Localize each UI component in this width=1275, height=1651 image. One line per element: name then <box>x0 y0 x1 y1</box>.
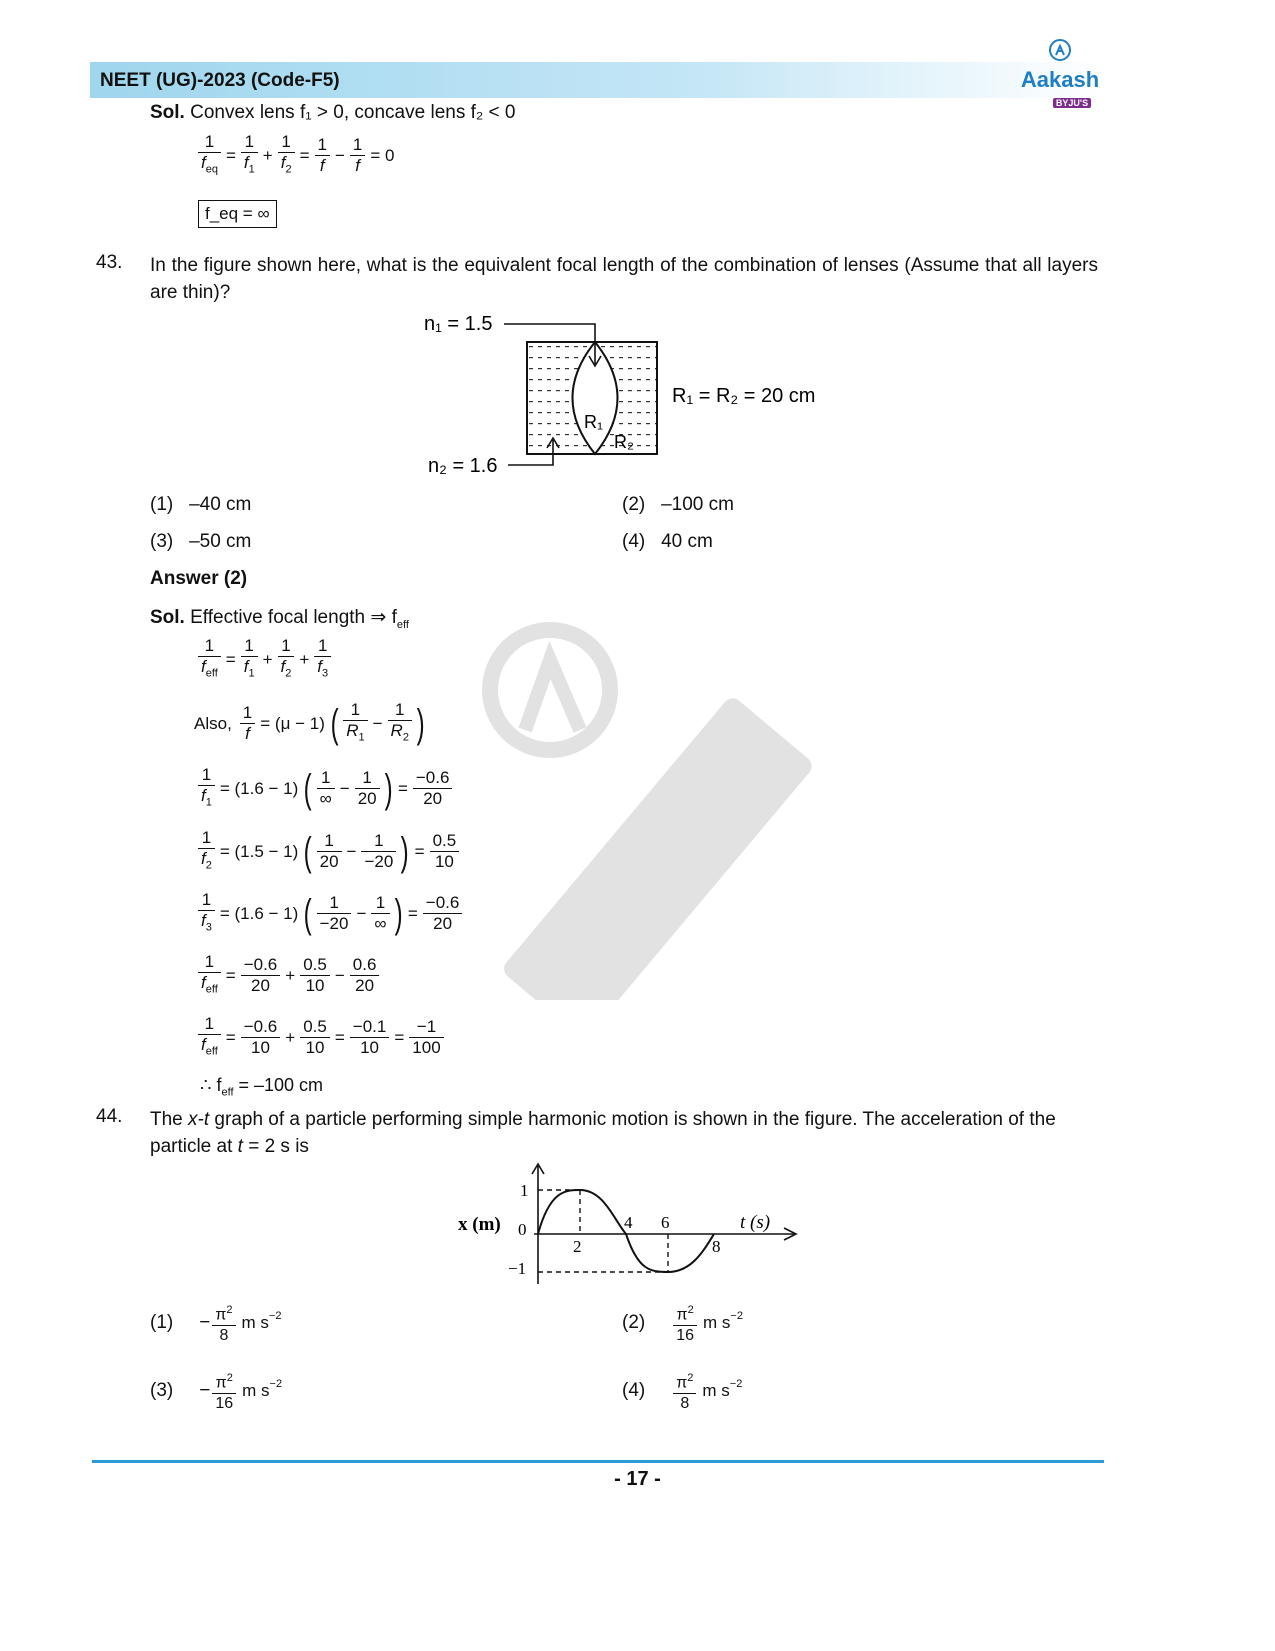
n1-label: n₁ = 1.5 <box>424 313 493 335</box>
sol-label: Sol. <box>150 102 185 123</box>
graph-ylabel: x (m) <box>458 1214 501 1235</box>
q43-option-1[interactable]: (1) –40 cm <box>150 494 252 515</box>
q43-option-2[interactable]: (2) –100 cm <box>622 494 734 515</box>
sol-42-equation: $\frac{1}{f_{eq}}$ = $\frac{1}{f_1}$ + $\frac{1}{f_2}$ = $\frac{1}{f}$ − $\frac{1}{f}$ = 0 <box>196 132 398 179</box>
r1-label: R₁ <box>584 412 604 432</box>
r2-label: R₂ <box>614 432 634 452</box>
footer-divider <box>92 1460 1104 1463</box>
q43-option-3[interactable]: (3) –50 cm <box>150 531 252 552</box>
logo-sub: BYJU'S <box>1053 98 1091 108</box>
shm-xt-graph <box>450 1160 810 1290</box>
x-tick-4: 4 <box>624 1213 633 1232</box>
graph-xlabel: t (s) <box>740 1212 771 1233</box>
n2-label: n₂ = 1.6 <box>428 455 498 477</box>
q43-text: In the figure shown here, what is the equivalent focal length of the combination of lenses (Assume that all layers are thin)? <box>150 255 1098 303</box>
q43-option-4[interactable]: (4) 40 cm <box>622 531 713 552</box>
page-header-title: NEET (UG)-2023 (Code-F5) <box>100 70 340 91</box>
q43-conclusion: ∴ $f_{eff} = -100$ cm <box>200 1075 324 1099</box>
q44-option-3[interactable]: (3) − $\frac{\pi^2}{16}$ m s $^{-2}$ <box>150 1368 282 1414</box>
sol-42-result-box: f_eq = ∞ <box>198 200 277 228</box>
x-tick-6: 6 <box>661 1213 670 1232</box>
eq-feff-2: $\frac{1}{f_{eff}}$ = $\frac{-0.6}{10}$ + $\frac{0.5}{10}$ = $\frac{-0.1}{10}$ = $\frac{-1}{100}$ <box>196 1014 446 1061</box>
lens-combination-figure <box>420 308 840 480</box>
logo-emblem-icon <box>1048 38 1072 62</box>
q44-option-1[interactable]: (1) − $\frac{\pi^2}{8}$ m s $^{-2}$ <box>150 1300 281 1346</box>
aakash-watermark <box>440 620 860 1000</box>
q44-option-2[interactable]: (2) $\frac{\pi^2}{16}$ m s $^{-2}$ <box>622 1300 743 1346</box>
eq-f2: $\frac{1}{f_2}$ = (1.5 − 1) ( $\frac{1}{20}$ − $\frac{1}{-20}$ ) = $\frac{0.5}{10}$ <box>196 828 461 875</box>
eq-f1: $\frac{1}{f_1}$ = (1.6 − 1) ( $\frac{1}{\infty}$ − $\frac{1}{20}$ ) = $\frac{-0.6}{20}$ <box>196 765 454 812</box>
q43-number: 43. <box>96 252 123 273</box>
y-tick-1: 1 <box>520 1181 529 1200</box>
q44-number: 44. <box>96 1106 123 1127</box>
eq-feff-sum: $\frac{1}{f_{eff}}$ = $\frac{1}{f_1}$ + $\frac{1}{f_2}$ + $\frac{1}{f_3}$ <box>196 636 333 683</box>
sol-42-line <box>150 102 515 124</box>
eq-f3: $\frac{1}{f_3}$ = (1.6 − 1) ( $\frac{1}{-20}$ − $\frac{1}{\infty}$ ) = $\frac{-0.6}{20}$ <box>196 890 464 937</box>
x-tick-8: 8 <box>712 1237 721 1256</box>
q43-sol-line: Sol. Effective focal length ⇒ $f_{eff}$ <box>150 607 409 631</box>
page-number: - 17 - <box>614 1468 661 1490</box>
sol-42-text: Convex lens f₁ > 0, concave lens f₂ < 0 <box>190 102 516 123</box>
q43-answer: Answer (2) <box>150 568 248 589</box>
q44-text: The x-t graph of a particle performing simple harmonic motion is shown in the figure. The acceleration of the particle at t = 2 s is <box>150 1109 1056 1157</box>
x-tick-2: 2 <box>573 1237 582 1256</box>
logo-name: Aakash <box>1020 67 1100 92</box>
y-tick-0: 0 <box>518 1220 527 1239</box>
q44-option-4[interactable]: (4) $\frac{\pi^2}{8}$ m s $^{-2}$ <box>622 1368 742 1414</box>
eq-lensmaker: Also, $\frac{1}{f}$ = (μ − 1) ( $\frac{1}{R_1}$ − $\frac{1}{R_2}$ ) <box>194 700 425 746</box>
aakash-logo <box>1010 38 1110 108</box>
eq-feff-1: $\frac{1}{f_{eff}}$ = $\frac{-0.6}{20}$ + $\frac{0.5}{10}$ − $\frac{0.6}{20}$ <box>196 952 381 999</box>
y-tick-neg1: −1 <box>508 1259 527 1278</box>
radius-label: R₁ = R₂ = 20 cm <box>672 385 816 407</box>
